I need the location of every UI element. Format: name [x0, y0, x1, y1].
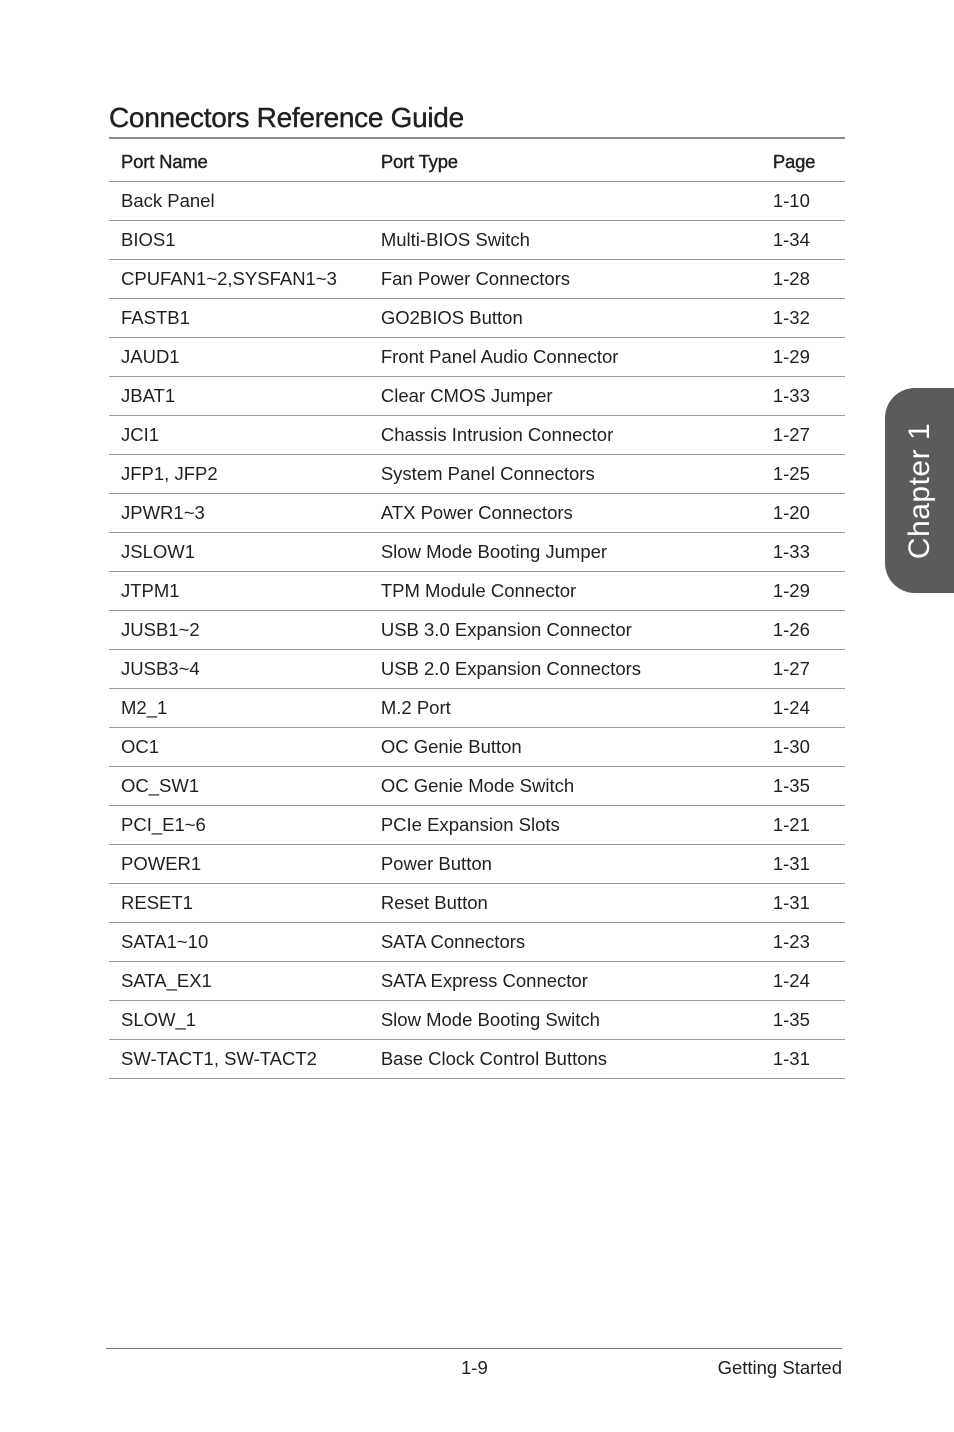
table-row [109, 1001, 845, 1040]
cell-port-type: Multi-BIOS Switch [369, 221, 772, 260]
cell-port-name: SATA_EX1 [109, 962, 369, 1001]
cell-port-name: JCI1 [109, 416, 369, 455]
chapter-tab [885, 388, 954, 593]
title-divider [109, 137, 845, 139]
table-row [109, 611, 845, 650]
cell-page: 1-32 [772, 299, 845, 338]
cell-page: 1-27 [772, 650, 845, 689]
cell-port-type: System Panel Connectors [369, 455, 772, 494]
table-row [109, 182, 845, 221]
table-row [109, 923, 845, 962]
table-row [109, 455, 845, 494]
cell-page: 1-24 [772, 689, 845, 728]
cell-port-name: SW-TACT1, SW-TACT2 [109, 1040, 369, 1079]
table-row [109, 884, 845, 923]
connectors-table [109, 143, 845, 1079]
table-row [109, 806, 845, 845]
cell-port-name: JUSB1~2 [109, 611, 369, 650]
table-row [109, 1040, 845, 1079]
cell-port-name: RESET1 [109, 884, 369, 923]
table-row [109, 689, 845, 728]
header-page: Page [772, 143, 845, 182]
table-row [109, 572, 845, 611]
cell-page: 1-27 [772, 416, 845, 455]
page-title: Connectors Reference Guide [109, 102, 464, 133]
table-row [109, 221, 845, 260]
cell-page: 1-20 [772, 494, 845, 533]
cell-port-name: SATA1~10 [109, 923, 369, 962]
cell-port-type: ATX Power Connectors [369, 494, 772, 533]
cell-page: 1-28 [772, 260, 845, 299]
chapter-tab-label: Chapter 1 [902, 422, 936, 559]
cell-page: 1-26 [772, 611, 845, 650]
cell-port-name: OC_SW1 [109, 767, 369, 806]
cell-port-type: USB 3.0 Expansion Connector [369, 611, 772, 650]
cell-page: 1-31 [772, 845, 845, 884]
table-row [109, 728, 845, 767]
cell-page: 1-21 [772, 806, 845, 845]
table-row [109, 767, 845, 806]
table-row [109, 338, 845, 377]
cell-page: 1-34 [772, 221, 845, 260]
table-row [109, 494, 845, 533]
cell-port-name: SLOW_1 [109, 1001, 369, 1040]
cell-port-name: JBAT1 [109, 377, 369, 416]
cell-port-name: PCI_E1~6 [109, 806, 369, 845]
table-row [109, 377, 845, 416]
header-port-name: Port Name [109, 143, 369, 182]
table-row [109, 416, 845, 455]
cell-port-name: OC1 [109, 728, 369, 767]
cell-port-name: Back Panel [109, 182, 369, 221]
cell-port-type: Chassis Intrusion Connector [369, 416, 772, 455]
cell-page: 1-31 [772, 1040, 845, 1079]
cell-page: 1-29 [772, 572, 845, 611]
cell-port-type: Front Panel Audio Connector [369, 338, 772, 377]
cell-port-type: Fan Power Connectors [369, 260, 772, 299]
cell-page: 1-23 [772, 923, 845, 962]
cell-port-type: Clear CMOS Jumper [369, 377, 772, 416]
cell-port-name: POWER1 [109, 845, 369, 884]
cell-port-type [369, 182, 772, 221]
cell-page: 1-24 [772, 962, 845, 1001]
cell-port-type: TPM Module Connector [369, 572, 772, 611]
cell-port-type: SATA Express Connector [369, 962, 772, 1001]
cell-port-name: JFP1, JFP2 [109, 455, 369, 494]
cell-page: 1-35 [772, 1001, 845, 1040]
cell-port-type: USB 2.0 Expansion Connectors [369, 650, 772, 689]
cell-port-type: OC Genie Button [369, 728, 772, 767]
cell-page: 1-33 [772, 377, 845, 416]
cell-port-type: Base Clock Control Buttons [369, 1040, 772, 1079]
cell-port-type: Slow Mode Booting Switch [369, 1001, 772, 1040]
cell-port-type: PCIe Expansion Slots [369, 806, 772, 845]
table-row [109, 299, 845, 338]
table-row [109, 962, 845, 1001]
cell-port-name: M2_1 [109, 689, 369, 728]
cell-page: 1-31 [772, 884, 845, 923]
cell-port-name: JPWR1~3 [109, 494, 369, 533]
footer-page-number: 1-9 [461, 1357, 488, 1378]
cell-port-name: JSLOW1 [109, 533, 369, 572]
cell-port-type: Slow Mode Booting Jumper [369, 533, 772, 572]
cell-page: 1-35 [772, 767, 845, 806]
cell-page: 1-29 [772, 338, 845, 377]
table-header-row [109, 143, 845, 182]
cell-port-type: SATA Connectors [369, 923, 772, 962]
cell-page: 1-25 [772, 455, 845, 494]
cell-port-type: M.2 Port [369, 689, 772, 728]
cell-port-type: OC Genie Mode Switch [369, 767, 772, 806]
cell-port-name: JTPM1 [109, 572, 369, 611]
cell-port-name: JUSB3~4 [109, 650, 369, 689]
cell-port-name: FASTB1 [109, 299, 369, 338]
cell-page: 1-30 [772, 728, 845, 767]
cell-port-name: BIOS1 [109, 221, 369, 260]
cell-port-type: Power Button [369, 845, 772, 884]
header-port-type: Port Type [369, 143, 772, 182]
footer-divider [106, 1348, 842, 1349]
cell-page: 1-10 [772, 182, 845, 221]
footer-section-title: Getting Started [717, 1357, 842, 1378]
cell-page: 1-33 [772, 533, 845, 572]
table-body [109, 182, 845, 1079]
table-row [109, 845, 845, 884]
cell-port-name: CPUFAN1~2,SYSFAN1~3 [109, 260, 369, 299]
table-row [109, 650, 845, 689]
table-row [109, 260, 845, 299]
cell-port-type: GO2BIOS Button [369, 299, 772, 338]
cell-port-type: Reset Button [369, 884, 772, 923]
table-row [109, 533, 845, 572]
cell-port-name: JAUD1 [109, 338, 369, 377]
